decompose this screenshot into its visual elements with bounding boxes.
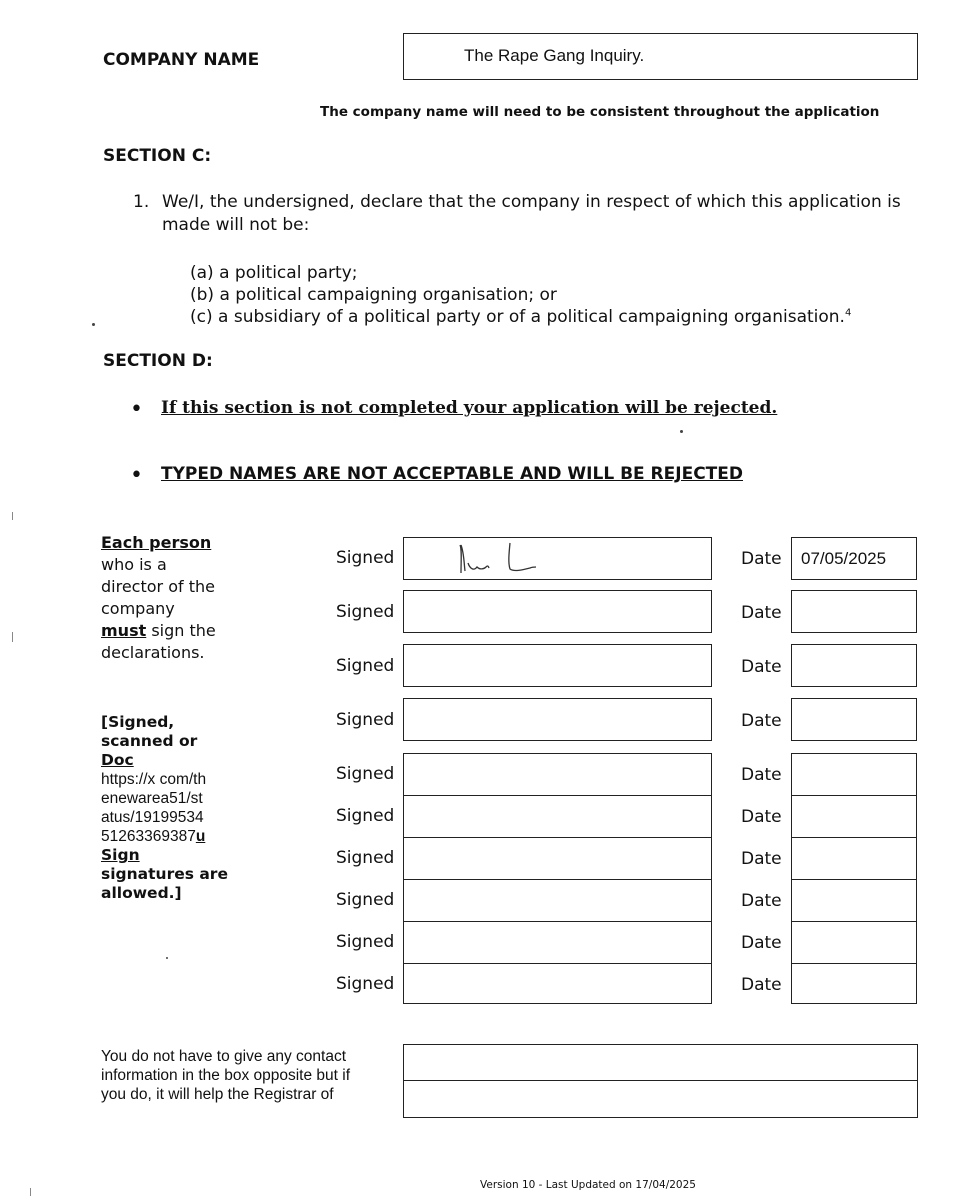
scan-mark: [12, 512, 13, 520]
footnote-ref: 4: [844, 307, 852, 319]
signed-label: Signed: [336, 548, 395, 568]
bullet-2: •: [130, 463, 143, 488]
must-text: must: [101, 621, 147, 640]
option-c: [190, 307, 851, 327]
url-line-4-text: 51263369387: [101, 828, 196, 845]
contact-text-line-2: information in the box opposite but if: [101, 1067, 351, 1084]
url-line-2: enewarea51/st: [101, 790, 203, 807]
signature-field[interactable]: [403, 879, 712, 922]
date-field[interactable]: [791, 795, 917, 838]
date-label: Date: [741, 933, 782, 953]
date-field[interactable]: [791, 963, 917, 1005]
instructions-line-5-rest: sign the: [146, 621, 216, 640]
signature-field[interactable]: [403, 963, 712, 1005]
url-line-4: [101, 827, 228, 846]
option-a: (a) a political party;: [190, 263, 358, 283]
contact-info-text: [101, 1047, 350, 1104]
signed-label: Signed: [336, 764, 395, 784]
instructions-line-2: who is a: [101, 555, 167, 574]
url-line-1: https://x com/th: [101, 771, 207, 788]
declaration-line-1: We/I, the undersigned, declare that the company in respect of which this application is: [162, 192, 901, 212]
date-field[interactable]: [791, 837, 917, 880]
company-name-label: COMPANY NAME: [103, 50, 260, 70]
instructions-line-3: director of the: [101, 577, 215, 596]
handwritten-signature: [452, 539, 572, 579]
doc-text: Doc: [101, 751, 134, 769]
date-field[interactable]: [791, 537, 917, 580]
date-label: Date: [741, 891, 782, 911]
scanned-or-text: scanned or: [101, 732, 198, 750]
each-person-text: Each person: [101, 533, 212, 552]
scan-speck: [166, 957, 168, 959]
signed-label: Signed: [336, 602, 395, 622]
signature-field[interactable]: [403, 644, 712, 687]
url-line-3: atus/19199534: [101, 809, 204, 826]
company-name-value: The Rape Gang Inquiry.: [464, 46, 645, 65]
signature-field[interactable]: [403, 537, 712, 580]
signed-label: Signed: [336, 974, 395, 994]
signature-field[interactable]: [403, 921, 712, 964]
date-label: Date: [741, 975, 782, 995]
date-label: Date: [741, 711, 782, 731]
url-line-4-u: u: [195, 828, 206, 845]
date-label: Date: [741, 657, 782, 677]
warning-rejected: If this section is not completed your application will be rejected.: [161, 398, 778, 418]
date-label: Date: [741, 765, 782, 785]
bullet-1: •: [130, 397, 143, 422]
signature-field[interactable]: [403, 590, 712, 633]
signed-label: Signed: [336, 710, 395, 730]
date-field[interactable]: [791, 644, 917, 687]
company-name-field[interactable]: [403, 33, 918, 80]
allowed-text: allowed.]: [101, 884, 182, 902]
date-value: 07/05/2025: [801, 549, 887, 568]
warning-typed-names: TYPED NAMES ARE NOT ACCEPTABLE AND WILL BE REJECTED: [161, 464, 743, 484]
signed-label: Signed: [336, 806, 395, 826]
instructions-line-6: declarations.: [101, 643, 205, 662]
contact-text-line-1: You do not have to give any contact: [101, 1048, 347, 1065]
date-label: Date: [741, 849, 782, 869]
contact-text-line-3: you do, it will help the Registrar of: [101, 1086, 334, 1103]
date-label: Date: [741, 549, 782, 569]
option-c-text: (c) a subsidiary of a political party or of a political campaigning organisation.: [190, 307, 845, 327]
signed-label: Signed: [336, 848, 395, 868]
contact-field-1[interactable]: [403, 1044, 918, 1082]
option-b: (b) a political campaigning organisation; or: [190, 285, 557, 305]
signed-label: Signed: [336, 932, 395, 952]
date-label: Date: [741, 603, 782, 623]
company-name-note: The company name will need to be consistent throughout the application: [320, 104, 880, 120]
date-field[interactable]: [791, 879, 917, 922]
signature-field[interactable]: [403, 753, 712, 795]
section-c-heading: SECTION C:: [103, 146, 212, 166]
contact-field-2[interactable]: [403, 1080, 918, 1118]
scan-speck: [92, 323, 95, 326]
instructions-line-5: [101, 620, 216, 642]
date-field[interactable]: [791, 698, 917, 741]
version-footer: Version 10 - Last Updated on 17/04/2025: [480, 1179, 696, 1191]
signed-open-text: [Signed,: [101, 713, 175, 731]
signature-instructions: [101, 713, 228, 903]
date-label: Date: [741, 807, 782, 827]
date-field[interactable]: [791, 590, 917, 633]
signed-label: Signed: [336, 890, 395, 910]
date-field[interactable]: [791, 921, 917, 964]
declaration-number: 1.: [133, 192, 150, 212]
section-d-heading: SECTION D:: [103, 351, 213, 371]
signature-field[interactable]: [403, 837, 712, 880]
declaration-line-2: made will not be:: [162, 215, 310, 235]
scan-mark: [30, 1188, 31, 1196]
director-instructions: [101, 532, 216, 664]
date-field[interactable]: [791, 753, 917, 795]
signed-label: Signed: [336, 656, 395, 676]
signatures-are-text: signatures are: [101, 865, 228, 883]
instructions-line-4: company: [101, 599, 175, 618]
signature-field[interactable]: [403, 795, 712, 838]
signature-field[interactable]: [403, 698, 712, 741]
sign-text: Sign: [101, 846, 140, 864]
scan-speck: [680, 430, 683, 433]
scan-mark: [12, 632, 13, 642]
